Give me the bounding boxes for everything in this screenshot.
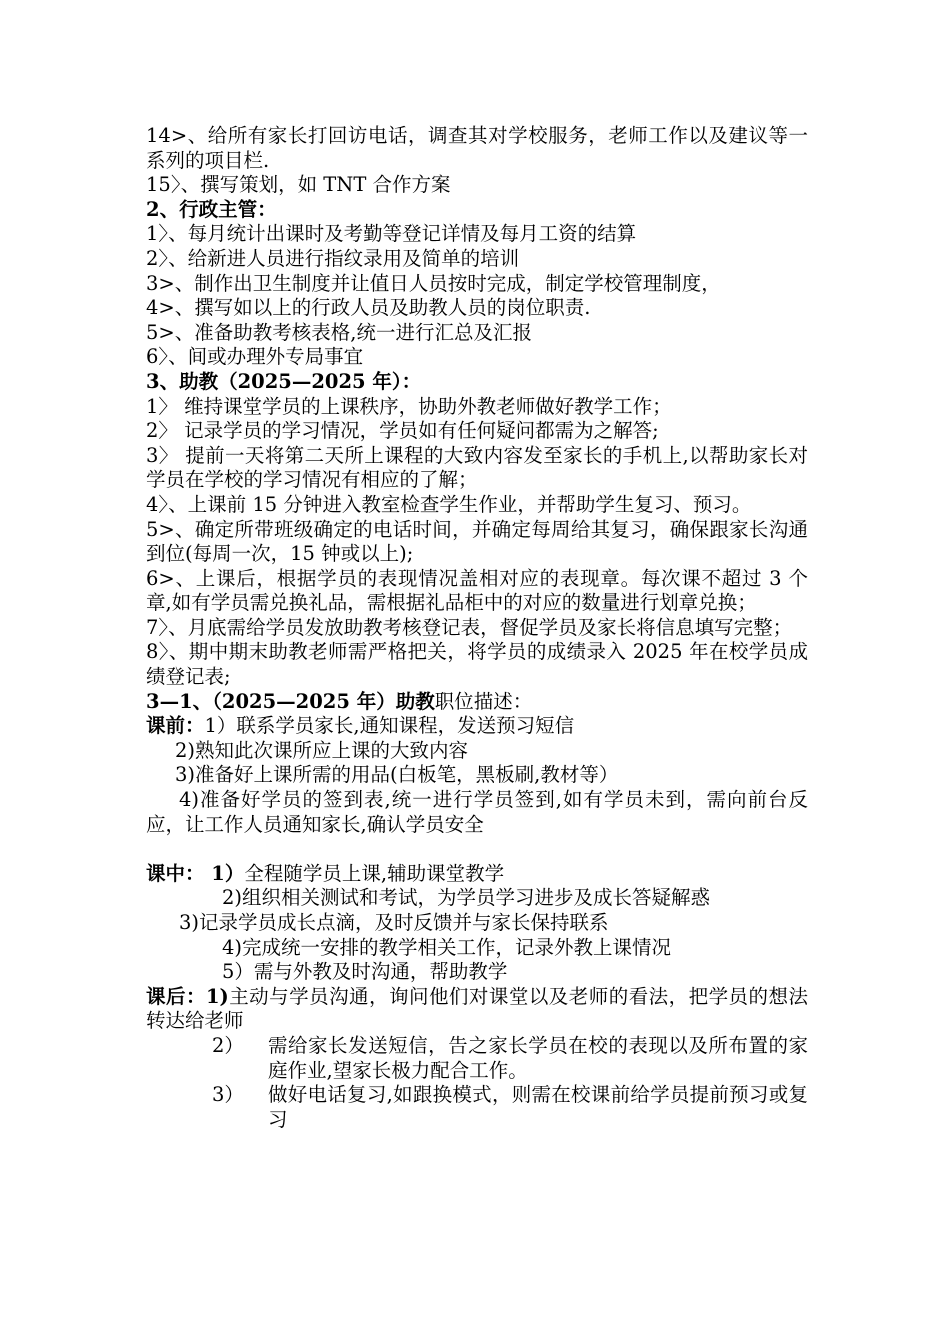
line-15: 15〉、撰写策划，如 TNT 合作方案 [146, 173, 451, 197]
heading-job-description [146, 690, 808, 715]
after-class-item-1-number: 1) [205, 984, 229, 1008]
after-class-item-2-text: 需给家长发送短信，告之家长学员在校的表现以及所布置的家庭作业,望家长极力配合工作。 [268, 1033, 808, 1082]
heading-job-description-rest: 职位描述： [434, 689, 533, 713]
pre-class-item-1: 1）联系学员家长,通知课程，发送预习短信 [204, 714, 575, 738]
pre-class-item-3: 3)准备好上课所需的用品(白板笔，黑板刷,教材等） [175, 763, 619, 787]
after-class-item-2 [146, 1034, 808, 1083]
admin-item-4: 4>、撰写如以上的行政人员及助教人员的岗位职责. [146, 296, 591, 320]
in-class-line-1 [146, 862, 808, 887]
admin-item-1: 1〉、每月统计出课时及考勤等登记详情及每月工资的结算 [146, 222, 637, 246]
heading-job-description-bold: 3—1、（2025—2025 年）助教 [146, 689, 435, 713]
line-14: 14>、给所有家长打回访电话，调查其对学校服务，老师工作以及建议等一系列的项目栏. [146, 124, 808, 172]
admin-item-6: 6〉、间或办理外专局事宜 [146, 345, 364, 369]
pre-class-item-2: 2)熟知此次课所应上课的大致内容 [175, 738, 469, 762]
in-class-item-5: 5）需与外教及时沟通，帮助教学 [222, 960, 508, 984]
ta-item-3: 3〉 提前一天将第二天所上课程的大致内容发至家长的手机上,以帮助家长对学员在学校的学习情况有相应的了解； [146, 443, 808, 492]
after-class-item-2-number: 2） [212, 1033, 244, 1057]
ta-item-8: 8〉、期中期末助教老师需严格把关，将学员的成绩录入 2025 年在校学员成绩登记表; [146, 640, 808, 689]
after-class-item-3-text: 做好电话复习,如跟换模式，则需在校课前给学员提前预习或复习 [268, 1083, 808, 1131]
admin-item-3: 3>、制作出卫生制度并让值日人员按时完成，制定学校管理制度， [146, 271, 721, 295]
after-class-line-1 [146, 985, 808, 1034]
heading-teaching-assistant: 3、助教（2025—2025 年）： [146, 369, 422, 393]
after-class-item-3-number: 3） [212, 1083, 244, 1107]
pre-class-line-1 [146, 714, 808, 739]
pre-class-label: 课前： [146, 714, 205, 738]
ta-item-4: 4〉、上课前 15 分钟进入教室检查学生作业，并帮助学生复习、预习。 [146, 492, 752, 516]
in-class-item-4: 4)完成统一安排的教学相关工作，记录外教上课情况 [222, 935, 672, 959]
after-class-item-1: 主动与学员沟通，询问他们对课堂以及老师的看法，把学员的想法转达给老师 [146, 984, 808, 1033]
admin-item-5: 5>、准备助教考核表格,统一进行汇总及汇报 [146, 320, 532, 344]
after-class-item-3 [146, 1083, 808, 1132]
pre-class-item-4: 4)准备好学员的签到表,统一进行学员签到,如有学员未到，需向前台反应，让工作人员通知家长,确认学员安全 [146, 788, 808, 836]
in-class-item-3: 3)记录学员成长点滴，及时反馈并与家长保持联系 [179, 911, 609, 934]
in-class-item-2: 2)组织相关测试和考试，为学员学习进步及成长答疑解惑 [222, 886, 711, 910]
ta-item-7: 7〉、月底需给学员发放助教考核登记表，督促学员及家长将信息填写完整； [146, 615, 793, 639]
in-class-item-1: 全程随学员上课,辅助课堂教学 [244, 861, 505, 885]
ta-item-6: 6>、上课后，根据学员的表现情况盖相对应的表现章。每次课不超过 3 个章,如有学员需兑换礼品，需根据礼品柜中的对应的数量进行划章兑换； [146, 566, 808, 615]
ta-item-1: 1〉 维持课堂学员的上课秩序，协助外教老师做好教学工作； [146, 394, 672, 418]
blank-line [146, 837, 808, 862]
after-class-label: 课后： [146, 984, 206, 1008]
ta-item-2: 2〉 记录学员的学习情况，学员如有任何疑问都需为之解答; [146, 419, 659, 443]
heading-admin-supervisor: 2、行政主管： [146, 197, 277, 221]
in-class-label: 课中： [146, 861, 205, 885]
ta-item-5: 5>、确定所带班级确定的电话时间，并确定每周给其复习，确保跟家长沟通到位(每周一次，15 钟或以上); [146, 517, 808, 566]
document-body [146, 124, 808, 1132]
admin-item-2: 2〉、给新进人员进行指纹录用及简单的培训 [146, 246, 520, 270]
in-class-item-1-number: 1） [204, 861, 245, 885]
